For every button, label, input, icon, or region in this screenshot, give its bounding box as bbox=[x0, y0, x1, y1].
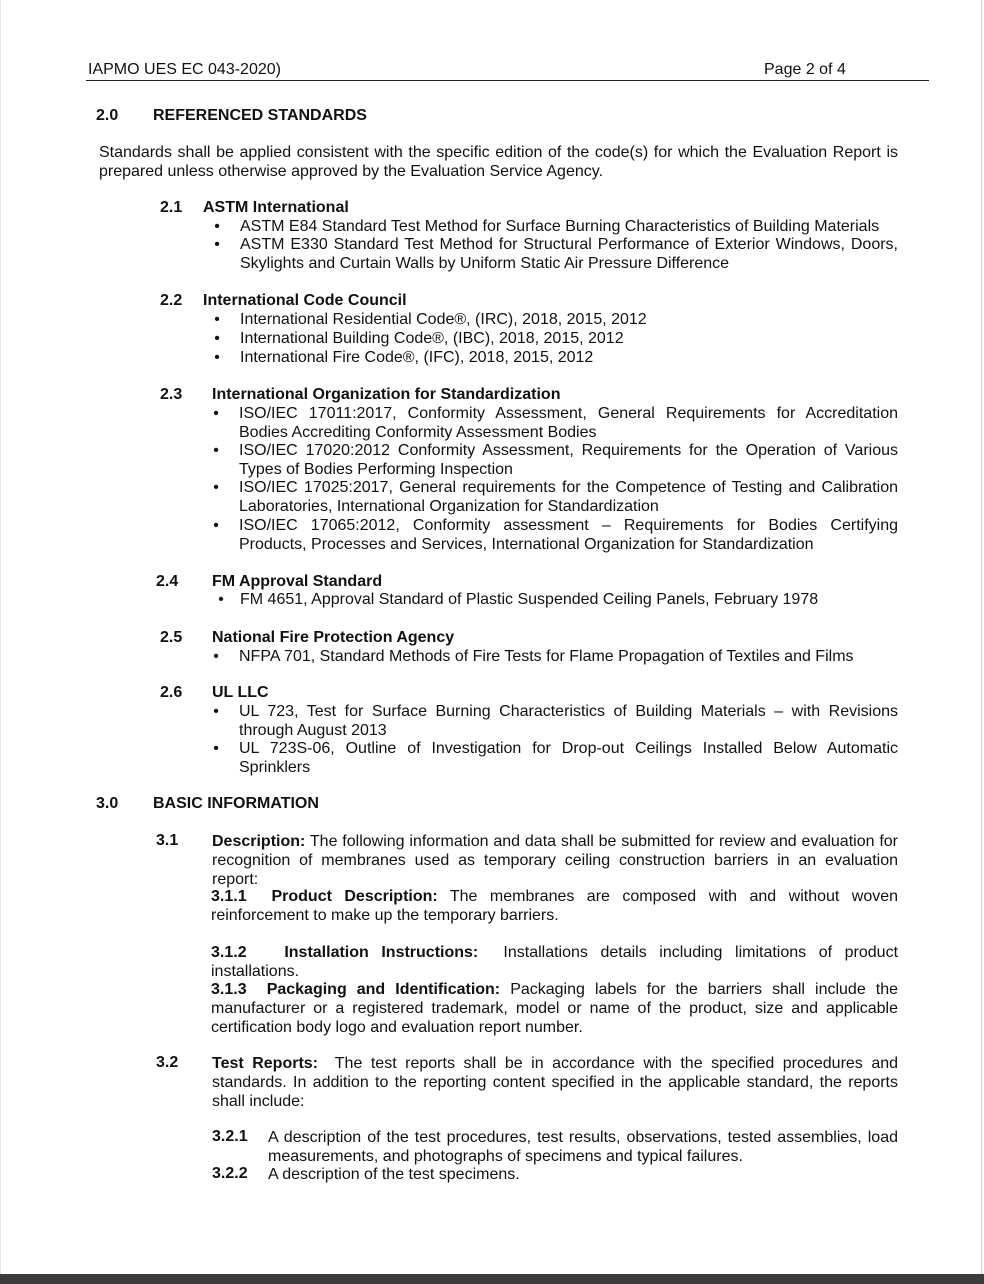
paragraph-number: 3.2.1 bbox=[212, 1128, 248, 1145]
bullet-glyph: • bbox=[213, 648, 219, 665]
bullet-glyph: • bbox=[218, 591, 224, 608]
bullet-glyph: • bbox=[214, 349, 220, 366]
section-title: REFERENCED STANDARDS bbox=[153, 107, 367, 124]
paragraph bbox=[211, 980, 898, 1037]
page-number: Page 2 of 4 bbox=[764, 61, 846, 78]
paragraph-label: Test Reports: bbox=[212, 1055, 319, 1072]
list-item-text: ASTM E84 Standard Test Method for Surface Burning Characteristics of Building Materials bbox=[240, 218, 880, 235]
paragraph bbox=[211, 887, 898, 925]
paragraph-text: The test reports shall be in accordance with the specified procedures and standards. In addition to the reporting content specified in the applicable standard, the reports shall include: bbox=[212, 1055, 899, 1110]
subsection-title: International Organization for Standardization bbox=[212, 386, 561, 403]
section-number: 2.0 bbox=[96, 107, 119, 124]
paragraph-text: Packaging labels for the barriers shall include the manufacturer or a registered trademark, model or name of the product, size and applicable certification body logo and evaluation report number. bbox=[211, 981, 899, 1036]
list-item-text: FM 4651, Approval Standard of Plastic Suspended Ceiling Panels, February 1978 bbox=[240, 591, 819, 608]
subsection-number: 3.1 bbox=[156, 832, 179, 849]
subsection-number: 2.3 bbox=[160, 386, 183, 403]
subsection-title: International Code Council bbox=[203, 292, 407, 309]
bullet-glyph: • bbox=[214, 330, 220, 347]
bullet-glyph: • bbox=[214, 218, 220, 235]
subsection-title: FM Approval Standard bbox=[212, 573, 383, 590]
paragraph-text: A description of the test procedures, test results, observations, tested assemblies, load measurements, and photographs of specimens and typical failures. bbox=[268, 1129, 898, 1165]
bullet-glyph: • bbox=[214, 236, 220, 253]
subsection-number: 3.2 bbox=[156, 1054, 179, 1071]
bullet-glyph: • bbox=[213, 517, 219, 534]
subsection-title: National Fire Protection Agency bbox=[212, 629, 455, 646]
subsection-number: 2.4 bbox=[156, 573, 179, 590]
paragraph-text: The following information and data shall be submitted for review and evaluation for recognition of membranes used as temporary ceiling construction barriers in an evaluation report: bbox=[212, 833, 898, 888]
section-title: BASIC INFORMATION bbox=[153, 795, 319, 812]
list-item-text: NFPA 701, Standard Methods of Fire Tests for Flame Propagation of Textiles and Films bbox=[239, 648, 854, 665]
bullet-glyph: • bbox=[214, 311, 220, 328]
list-item-text: ISO/IEC 17025:2017, General requirements for the Competence of Testing and Calibration Laboratories, International Organization for Standardization bbox=[239, 479, 898, 515]
paragraph-label: Installation Instructions: bbox=[284, 944, 479, 961]
list-item-text: International Building Code®, (IBC), 2018, 2015, 2012 bbox=[240, 330, 624, 347]
bullet-glyph: • bbox=[213, 703, 219, 720]
paragraph bbox=[212, 1054, 898, 1111]
list-item-text: International Residential Code®, (IRC), 2018, 2015, 2012 bbox=[240, 311, 647, 328]
subsection-title: ASTM International bbox=[203, 199, 349, 216]
paragraph-label: Product Description: bbox=[271, 888, 438, 905]
subsection-number: 2.2 bbox=[160, 292, 183, 309]
bullet-glyph: • bbox=[213, 442, 219, 459]
paragraph-number: 3.1.1 bbox=[211, 888, 247, 905]
paragraph-label: Description: bbox=[212, 833, 306, 850]
bullet-glyph: • bbox=[213, 405, 219, 422]
list-item-text: International Fire Code®, (IFC), 2018, 2015, 2012 bbox=[240, 349, 594, 366]
viewer-bottom-bar bbox=[0, 1274, 984, 1284]
subsection-number: 2.1 bbox=[160, 199, 183, 216]
header-rule bbox=[86, 80, 929, 81]
paragraph bbox=[212, 832, 898, 889]
paragraph-number: 3.1.3 bbox=[211, 981, 247, 998]
paragraph-text: Installations details including limitations of product installations. bbox=[211, 944, 899, 980]
list-item-text: UL 723, Test for Surface Burning Characteristics of Building Materials – with Revisions through August 2013 bbox=[239, 703, 898, 739]
section-number: 3.0 bbox=[96, 795, 119, 812]
list-item-text: ASTM E330 Standard Test Method for Structural Performance of Exterior Windows, Doors, Skylights and Curtain Walls by Uniform Static Air Pressure Difference bbox=[240, 236, 898, 272]
paragraph-number: 3.2.2 bbox=[212, 1165, 248, 1182]
bullet-glyph: • bbox=[213, 740, 219, 757]
paragraph bbox=[211, 943, 898, 981]
subsection-number: 2.6 bbox=[160, 684, 183, 701]
paragraph-label: Packaging and Identification: bbox=[266, 981, 501, 998]
subsection-number: 2.5 bbox=[160, 629, 183, 646]
section-intro: Standards shall be applied consistent with the specific edition of the code(s) for which the Evaluation Report is prepared unless otherwise approved by the Evaluation Service Agency. bbox=[99, 144, 898, 180]
paragraph-number: 3.1.2 bbox=[211, 944, 247, 961]
subsection-title: UL LLC bbox=[212, 684, 269, 701]
list-item-text: ISO/IEC 17065:2012, Conformity assessment – Requirements for Bodies Certifying Products, Processes and Services, International Organization for Standardization bbox=[239, 517, 898, 553]
document-id: IAPMO UES EC 043-2020) bbox=[88, 61, 281, 78]
list-item-text: ISO/IEC 17011:2017, Conformity Assessment, General Requirements for Accreditation Bodies Accrediting Conformity Assessment Bodies bbox=[239, 405, 898, 441]
list-item-text: UL 723S-06, Outline of Investigation for Drop-out Ceilings Installed Below Automatic Sprinklers bbox=[239, 740, 898, 776]
bullet-glyph: • bbox=[213, 479, 219, 496]
list-item-text: ISO/IEC 17020:2012 Conformity Assessment, Requirements for the Operation of Various Types of Bodies Performing Inspection bbox=[239, 442, 898, 478]
paragraph-text: A description of the test specimens. bbox=[268, 1166, 520, 1183]
paragraph-text: The membranes are composed with and without woven reinforcement to make up the temporary barriers. bbox=[211, 888, 899, 924]
